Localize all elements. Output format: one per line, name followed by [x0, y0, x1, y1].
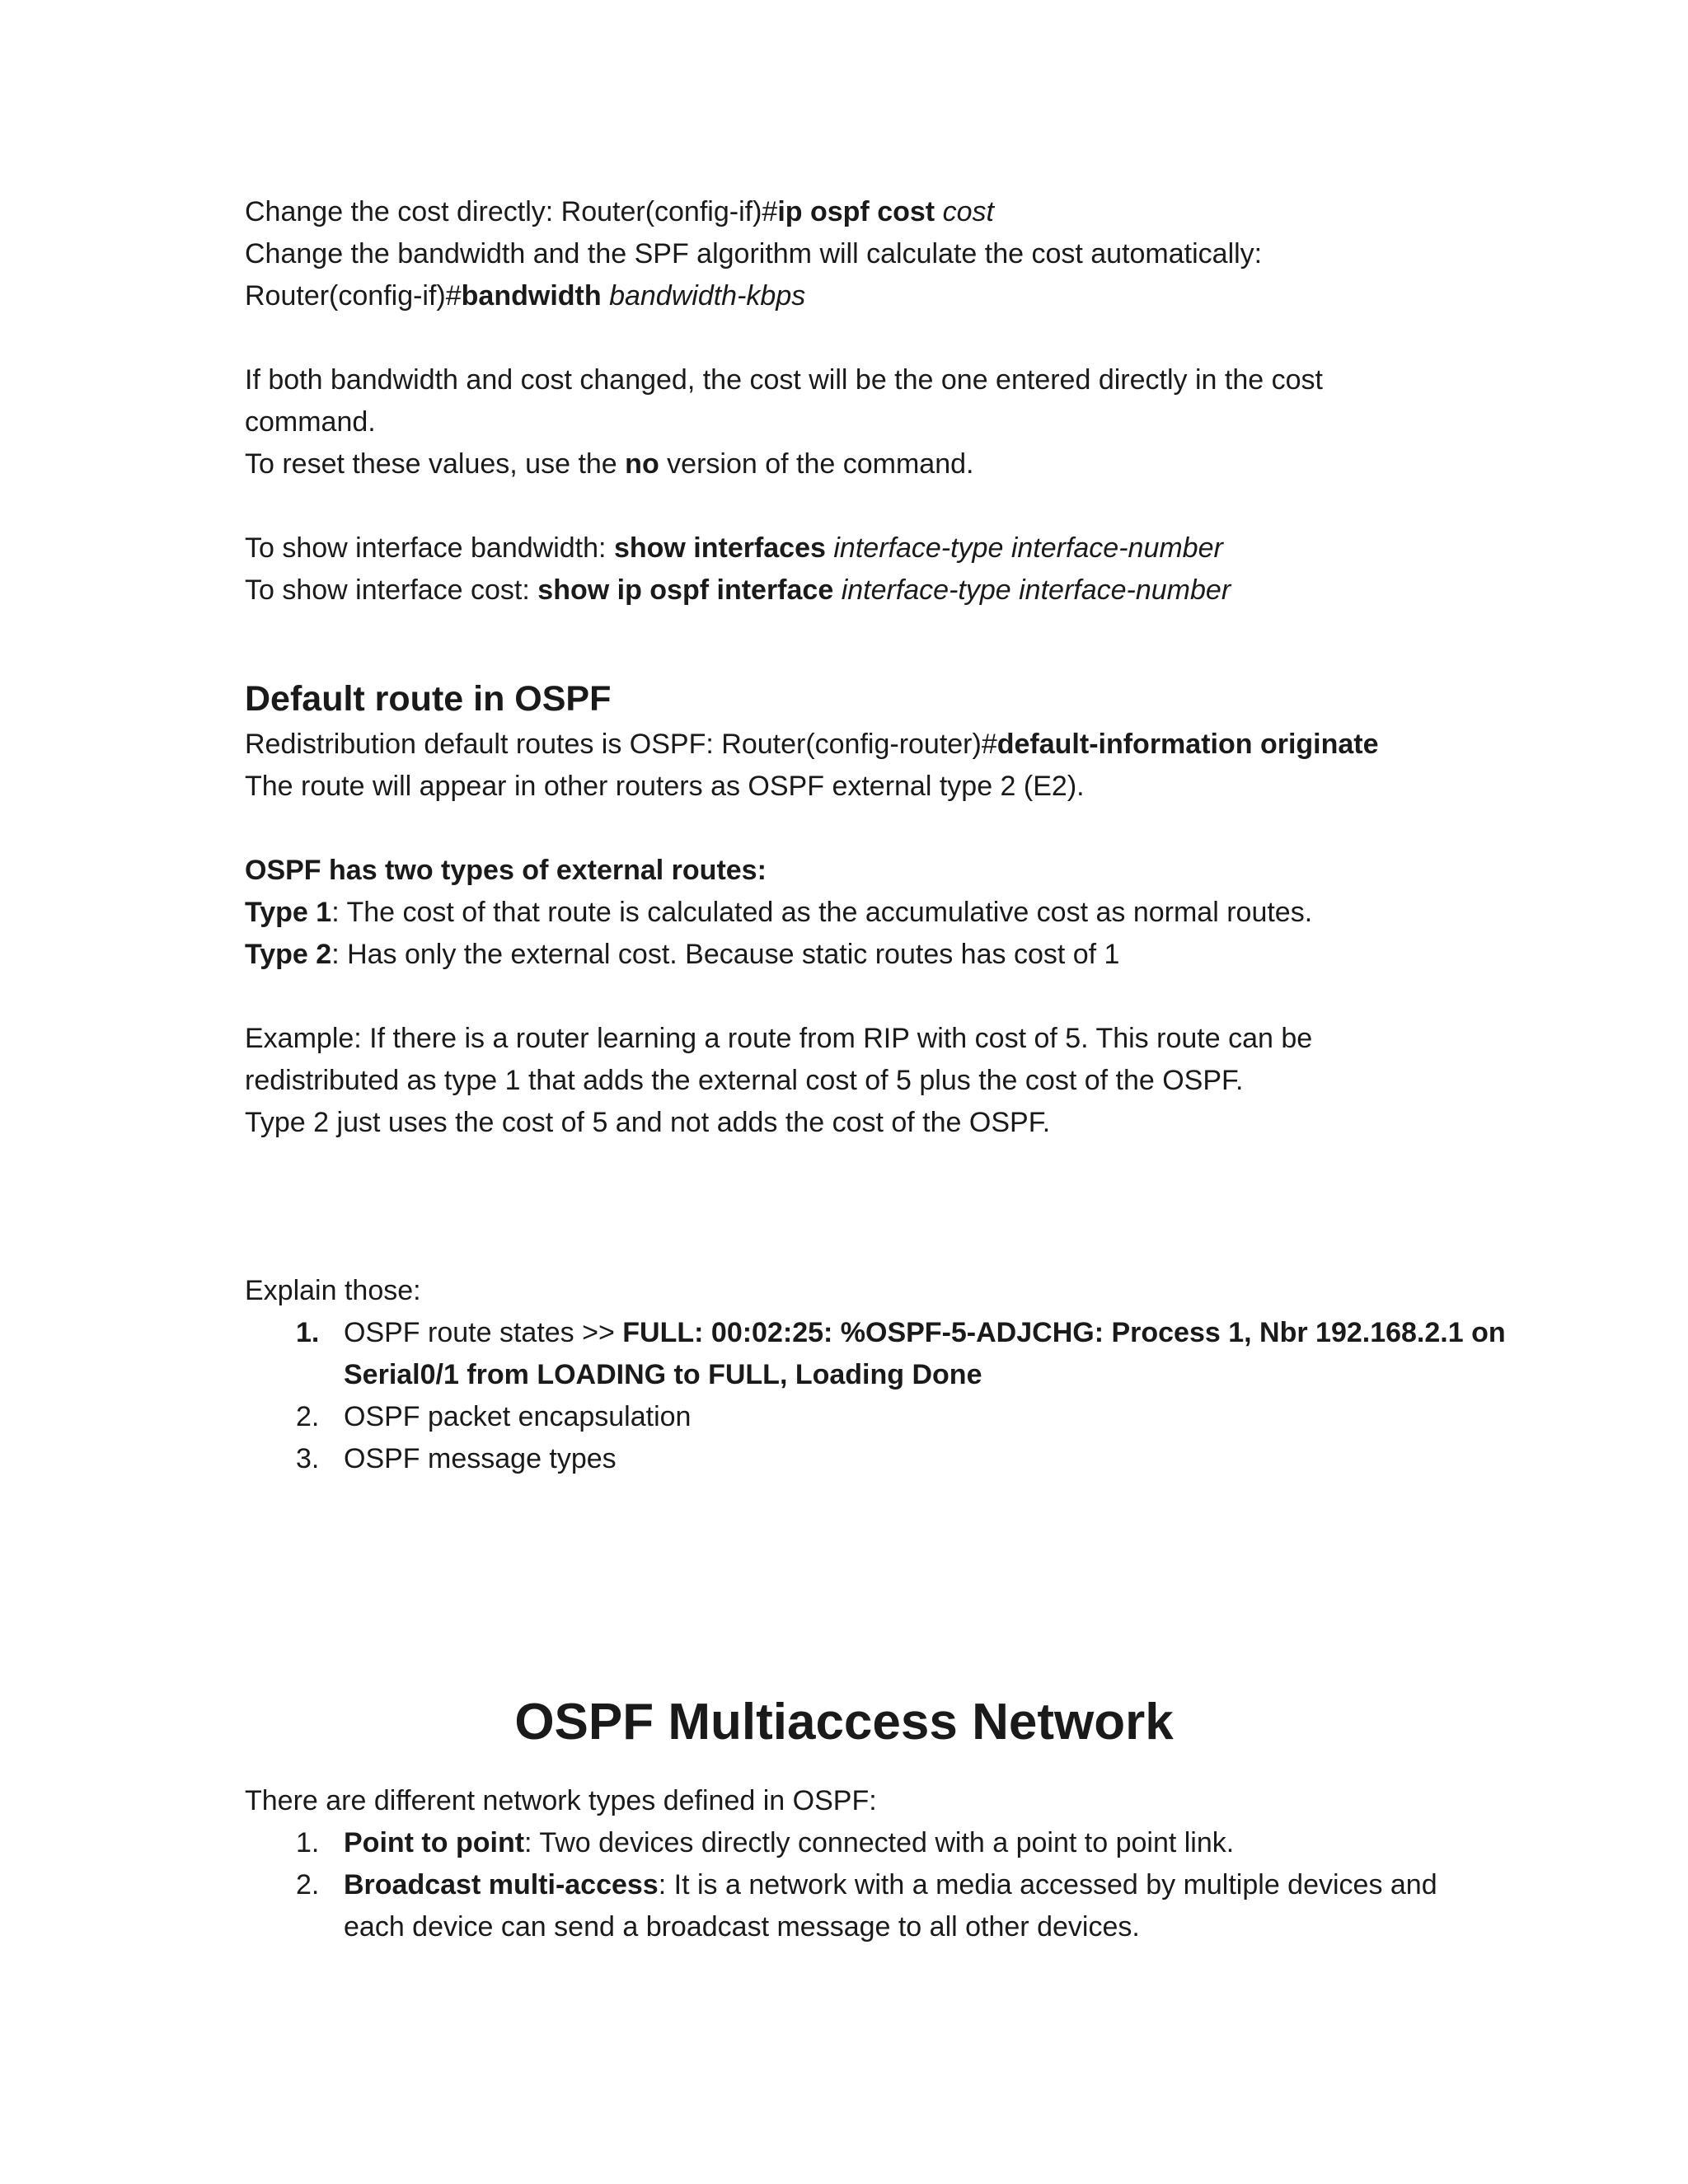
text: OSPF packet encapsulation	[344, 1401, 692, 1432]
list-number: 2.	[296, 1401, 320, 1432]
command-bold: default-information originate	[996, 729, 1379, 760]
list-number: 3.	[296, 1443, 320, 1474]
list-item	[245, 1822, 1481, 1864]
param-italic: bandwidth-kbps	[609, 280, 806, 312]
text: : Has only the external cost. Because static routes has cost of 1	[331, 939, 1120, 970]
text: To reset these values, use the	[245, 448, 626, 480]
command-bold: ip ospf cost	[777, 196, 935, 227]
list-item-continuation	[245, 1906, 1481, 1948]
paragraph-line: command.	[245, 406, 376, 438]
redistribution-line	[245, 724, 1481, 766]
text: To show interface bandwidth:	[245, 532, 614, 564]
text: : The cost of that route is calculated as the accumulative cost as normal routes.	[331, 897, 1313, 928]
text: : It is a network with a media accessed by multiple devices and	[658, 1869, 1437, 1900]
text: Redistribution default routes is OSPF: Router(config-router)#	[245, 729, 997, 760]
param-italic: interface-type interface-number	[833, 532, 1223, 564]
list-number: 2.	[296, 1869, 320, 1900]
term-bold: Point to point	[344, 1827, 525, 1858]
page-title: OSPF Multiaccess Network	[514, 1694, 1174, 1750]
cost-command-line	[245, 191, 1481, 233]
paragraph-line: If both bandwidth and cost changed, the cost will be the one entered directly in the cost	[245, 364, 1323, 396]
type-label: Type 2	[245, 939, 332, 970]
example-line: Example: If there is a router learning a route from RIP with cost of 5. This route can be	[245, 1023, 1313, 1054]
paragraph-line: The route will appear in other routers as OSPF external type 2 (E2).	[245, 771, 1085, 802]
type1-line	[245, 892, 1481, 934]
type-label: Type 1	[245, 897, 332, 928]
list-item	[245, 1438, 1481, 1480]
example-line: Type 2 just uses the cost of 5 and not adds the cost of the OSPF.	[245, 1107, 1051, 1138]
text: Change the cost directly: Router(config-if)#	[245, 196, 778, 227]
list-item	[245, 1864, 1481, 1906]
explain-list	[245, 1312, 1506, 1480]
text: OSPF message types	[344, 1443, 617, 1474]
network-types-intro: There are different network types defined in OSPF:	[245, 1785, 877, 1816]
document-body	[245, 191, 1506, 1480]
section-heading: Default route in OSPF	[245, 679, 612, 719]
subheading: OSPF has two types of external routes:	[245, 855, 767, 886]
command-bold: bandwidth	[461, 280, 602, 312]
text: version of the command.	[659, 448, 974, 480]
bandwidth-description: Change the bandwidth and the SPF algorithm will calculate the cost automatically:	[245, 238, 1263, 269]
list-item	[245, 1312, 1506, 1354]
command-bold: show interfaces	[613, 532, 826, 564]
type2-line	[245, 934, 1481, 976]
reset-line	[245, 443, 1481, 485]
network-types-list	[245, 1822, 1481, 1948]
term-bold: Broadcast multi-access	[344, 1869, 659, 1900]
show-bandwidth-line	[245, 527, 1481, 569]
command-bold: show ip ospf interface	[537, 574, 834, 606]
text: OSPF route states >>	[344, 1317, 623, 1348]
list-number: 1.	[296, 1827, 320, 1858]
text: Router(config-if)#	[245, 280, 462, 312]
text: : Two devices directly connected with a point to point link.	[524, 1827, 1235, 1858]
list-number: 1.	[296, 1317, 320, 1348]
bandwidth-command-line	[245, 275, 1481, 317]
param-italic: interface-type interface-number	[841, 574, 1231, 606]
text: each device can send a broadcast message to all other devices.	[344, 1911, 1140, 1943]
log-bold: FULL: 00:02:25: %OSPF-5-ADJCHG: Process 1, Nbr 192.168.2.1 on	[622, 1317, 1506, 1348]
show-cost-line	[245, 569, 1481, 612]
explain-intro: Explain those:	[245, 1275, 421, 1306]
document-body-2	[245, 1780, 1481, 1948]
log-bold: Serial0/1 from LOADING to FULL, Loading Done	[344, 1359, 982, 1390]
param-italic: cost	[942, 196, 994, 227]
command-bold: no	[625, 448, 659, 480]
example-line: redistributed as type 1 that adds the external cost of 5 plus the cost of the OSPF.	[245, 1065, 1244, 1096]
text: To show interface cost:	[245, 574, 538, 606]
list-item-continuation	[245, 1354, 1481, 1396]
list-item	[245, 1396, 1481, 1438]
